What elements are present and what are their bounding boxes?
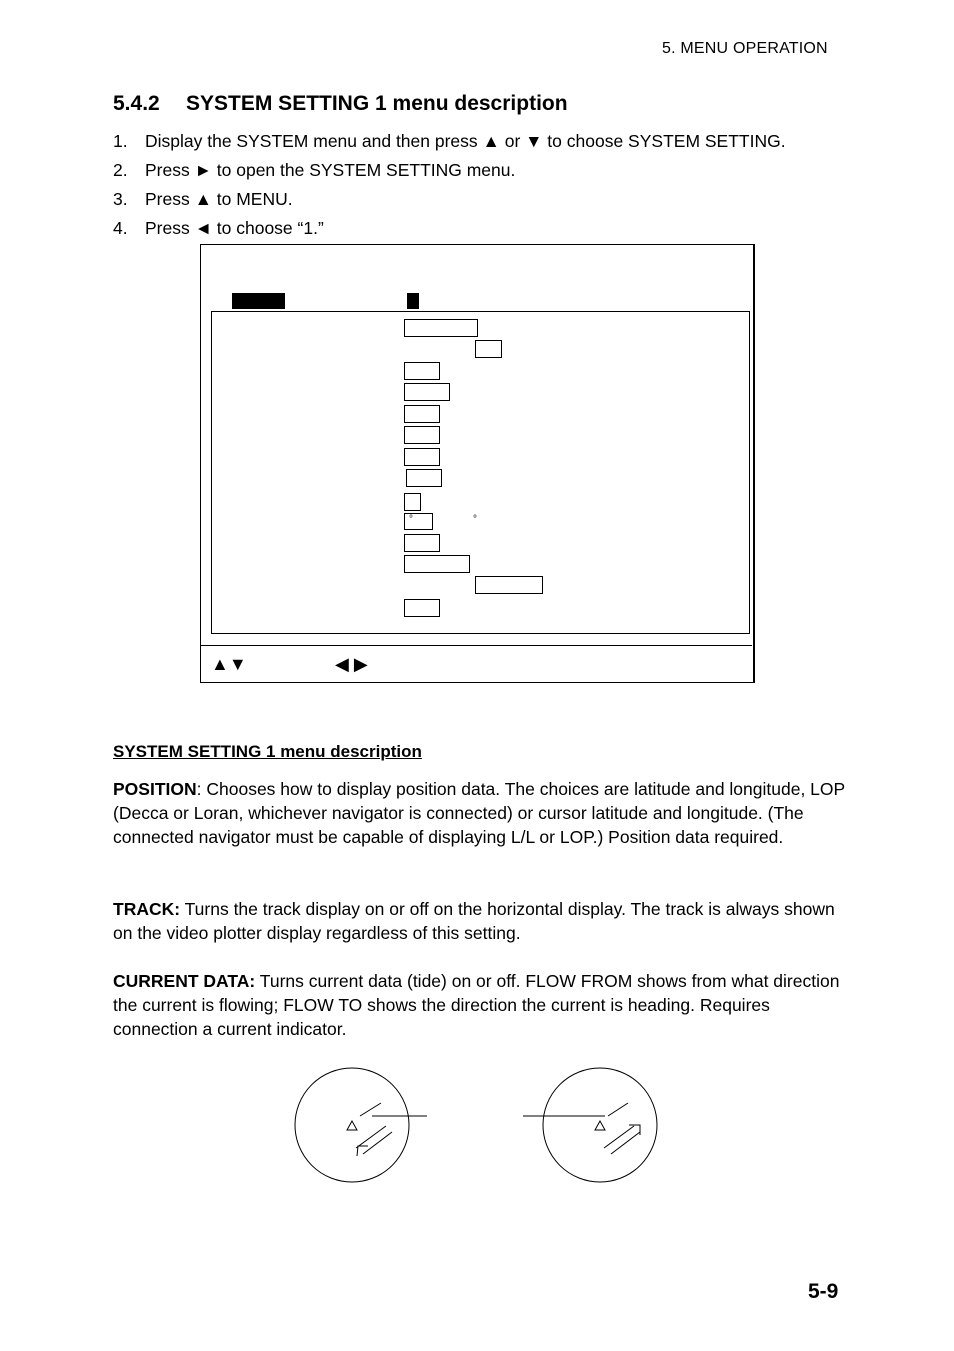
arrow-shaft <box>604 1126 634 1148</box>
flow-from-circle <box>295 1068 409 1182</box>
flow-from-diagram <box>295 1068 427 1182</box>
own-ship-marker <box>595 1121 605 1130</box>
running-head: 5. MENU OPERATION <box>662 40 828 57</box>
definition-track: Turns the track display on or off on the horizontal display. The track is always shown on the video plotter display regardless of this setting. <box>113 899 835 943</box>
section-title-text: SYSTEM SETTING 1 menu description <box>186 92 568 115</box>
degree-symbol: ° <box>473 514 477 525</box>
up-down-keys-icon: ▲▼ <box>211 654 247 674</box>
degree-symbol: ° <box>409 514 413 525</box>
description-heading: SYSTEM SETTING 1 menu description <box>113 742 422 761</box>
arrow-shaft <box>363 1132 392 1154</box>
step-text: Press ◄ to choose “1.” <box>145 218 324 238</box>
step-text: Display the SYSTEM menu and then press ▲ or ▼ to choose SYSTEM SETTING. <box>145 131 786 151</box>
term-position: POSITION <box>113 779 197 799</box>
separator: : <box>196 779 207 799</box>
arrow-shaft <box>356 1126 386 1148</box>
left-right-keys-icon: ◀ ▶ <box>335 654 368 674</box>
page-number: 5-9 <box>808 1280 839 1303</box>
step-text: Press ▲ to MENU. <box>145 189 293 209</box>
step-number: 2. <box>113 160 128 180</box>
step-text: Press ► to open the SYSTEM SETTING menu. <box>145 160 516 180</box>
current-vector <box>360 1103 381 1116</box>
section-number: 5.4.2 <box>113 92 160 115</box>
definition-current-data: Turns current data (tide) on or off. FLOW FROM shows from what direction the current is flowing; FLOW TO shows the direction the current is heading. Requires connection a current indicator. <box>113 971 840 1039</box>
flow-to-diagram <box>523 1068 657 1182</box>
term-track: TRACK: <box>113 899 181 919</box>
own-ship-marker <box>347 1121 357 1130</box>
arrow-shaft <box>611 1132 640 1154</box>
term-current-data: CURRENT DATA: <box>113 971 256 991</box>
step-number: 1. <box>113 131 128 151</box>
step-number: 4. <box>113 218 128 238</box>
definition-position: Chooses how to display position data. The choices are latitude and longitude, LOP (Decca or Loran, whichever navigator is connected) or cursor latitude and longitude. (The connected navigator must be capable of displaying L/L or LOP.) Position data required. <box>113 779 845 847</box>
current-vector <box>608 1103 628 1116</box>
step-number: 3. <box>113 189 128 209</box>
